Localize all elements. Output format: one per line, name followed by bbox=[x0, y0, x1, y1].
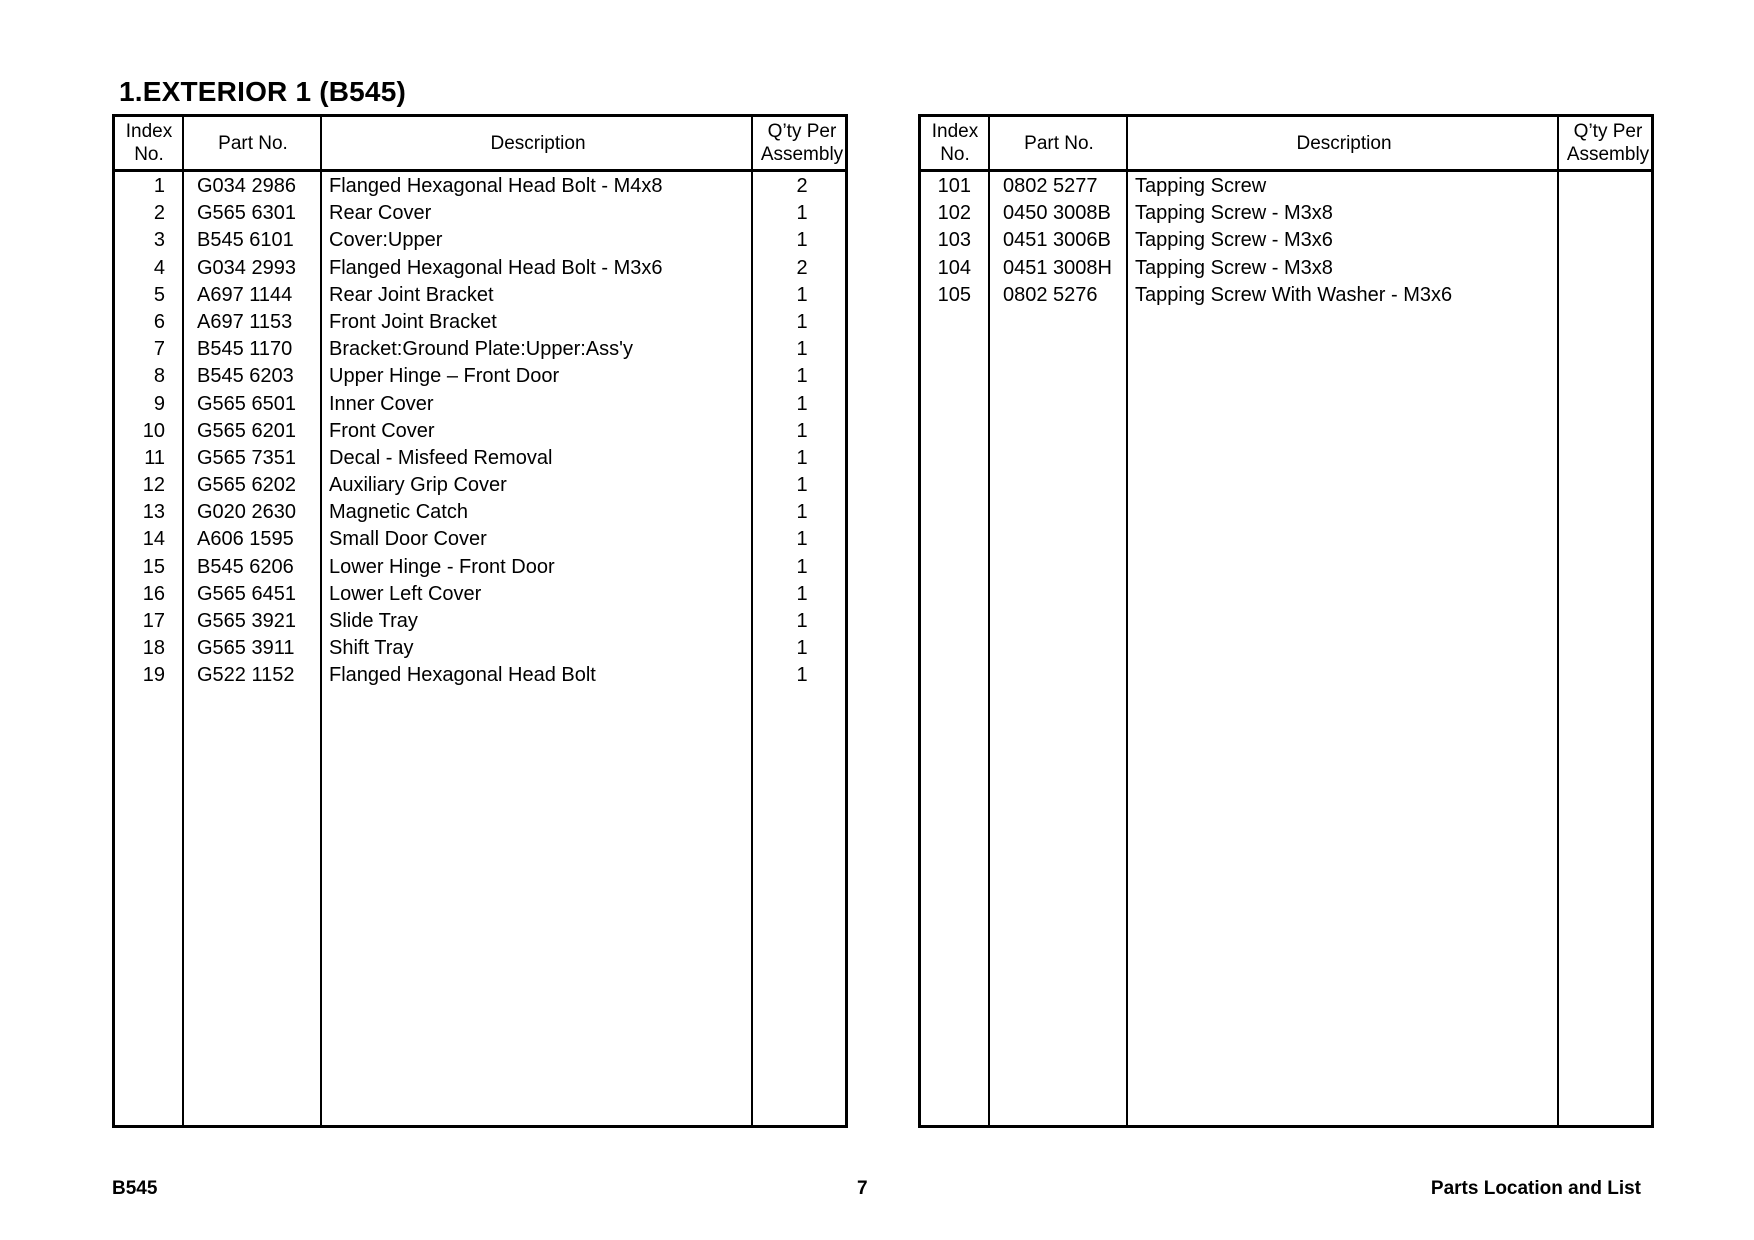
index-cell: 104 bbox=[937, 256, 971, 279]
description-cell: Rear Joint Bracket bbox=[329, 283, 494, 306]
description-cell: Tapping Screw - M3x8 bbox=[1135, 202, 1333, 225]
index-cell: 101 bbox=[937, 175, 971, 197]
qty-cell: 1 bbox=[796, 229, 808, 252]
table-row bbox=[115, 499, 845, 526]
table-header bbox=[921, 117, 1651, 169]
part-no-cell: G522 1152 bbox=[197, 664, 295, 687]
qty-cell: 1 bbox=[796, 310, 808, 333]
part-no-cell: G565 3921 bbox=[197, 610, 296, 632]
table-row bbox=[115, 608, 845, 635]
description-cell: Tapping Screw - M3x8 bbox=[1135, 256, 1333, 279]
index-cell: 3 bbox=[153, 229, 165, 252]
header-index: Index No. bbox=[931, 121, 979, 165]
qty-cell: 2 bbox=[796, 175, 808, 197]
table-row bbox=[115, 662, 845, 689]
table-row bbox=[115, 581, 845, 608]
description-cell: Front Joint Bracket bbox=[329, 310, 497, 333]
header-index: Index No. bbox=[125, 121, 173, 165]
qty-cell: 1 bbox=[796, 365, 808, 388]
index-cell: 8 bbox=[153, 365, 165, 388]
part-no-cell: 0451 3008H bbox=[1003, 256, 1112, 279]
index-cell: 2 bbox=[153, 202, 165, 225]
footer-model: B545 bbox=[112, 1178, 158, 1199]
part-no-cell: G565 3911 bbox=[197, 637, 295, 660]
description-cell: Cover:Upper bbox=[329, 229, 443, 252]
description-cell: Flanged Hexagonal Head Bolt bbox=[329, 664, 596, 687]
part-no-cell: 0802 5276 bbox=[1003, 283, 1098, 306]
table-row bbox=[921, 173, 1651, 200]
qty-cell: 1 bbox=[796, 637, 808, 660]
footer-page-number: 7 bbox=[857, 1178, 868, 1199]
part-no-cell: A697 1144 bbox=[197, 283, 293, 306]
qty-cell: 1 bbox=[796, 202, 808, 225]
index-cell: 10 bbox=[142, 419, 165, 442]
table-row bbox=[115, 200, 845, 227]
description-cell: Magnetic Catch bbox=[329, 501, 468, 524]
qty-cell: 1 bbox=[796, 338, 808, 361]
index-cell: 9 bbox=[153, 392, 165, 415]
description-cell: Bracket:Ground Plate:Upper:Ass'y bbox=[329, 338, 633, 361]
index-cell: 105 bbox=[937, 283, 971, 306]
description-cell: Flanged Hexagonal Head Bolt - M4x8 bbox=[329, 175, 663, 197]
table-row bbox=[115, 391, 845, 418]
description-cell: Decal - Misfeed Removal bbox=[329, 446, 553, 469]
table-row bbox=[115, 336, 845, 363]
table-row bbox=[115, 526, 845, 553]
index-cell: 11 bbox=[144, 446, 165, 469]
description-cell: Front Cover bbox=[329, 419, 435, 442]
part-no-cell: G034 2993 bbox=[197, 256, 296, 279]
index-cell: 15 bbox=[142, 555, 165, 578]
description-cell: Rear Cover bbox=[329, 202, 432, 225]
header-description: Description bbox=[490, 132, 586, 154]
qty-cell: 1 bbox=[796, 582, 808, 605]
description-cell: Inner Cover bbox=[329, 392, 434, 415]
table-row bbox=[115, 282, 845, 309]
part-no-cell: G565 6301 bbox=[197, 202, 296, 225]
index-cell: 1 bbox=[153, 175, 165, 197]
header-qty: Q’ty Per Assembly bbox=[760, 121, 844, 165]
description-cell: Shift Tray bbox=[329, 637, 414, 660]
description-cell: Lower Hinge - Front Door bbox=[329, 555, 555, 578]
table-row bbox=[115, 635, 845, 662]
index-cell: 13 bbox=[142, 501, 165, 524]
header-part-no: Part No. bbox=[218, 132, 288, 154]
index-cell: 5 bbox=[153, 283, 165, 306]
qty-cell: 1 bbox=[796, 664, 808, 687]
index-cell: 103 bbox=[937, 229, 971, 252]
qty-cell bbox=[1561, 227, 1655, 254]
table-row bbox=[921, 227, 1651, 254]
part-no-cell: 0802 5277 bbox=[1003, 175, 1098, 197]
description-cell: Tapping Screw bbox=[1135, 175, 1267, 197]
index-cell: 19 bbox=[142, 664, 165, 687]
part-no-cell: B545 6101 bbox=[197, 229, 294, 252]
qty-cell: 2 bbox=[796, 256, 808, 279]
table-body bbox=[115, 173, 845, 690]
header-divider bbox=[115, 169, 845, 172]
part-no-cell: G565 6201 bbox=[197, 419, 296, 442]
qty-cell bbox=[1561, 255, 1655, 282]
table-row bbox=[115, 472, 845, 499]
part-no-cell: A606 1595 bbox=[197, 528, 294, 551]
qty-cell: 1 bbox=[796, 474, 808, 497]
qty-cell: 1 bbox=[796, 392, 808, 415]
description-cell: Tapping Screw With Washer - M3x6 bbox=[1135, 283, 1453, 306]
part-no-cell: G565 6451 bbox=[197, 582, 296, 605]
header-qty: Q’ty Per Assembly bbox=[1566, 121, 1650, 165]
qty-cell bbox=[1561, 282, 1655, 309]
qty-cell: 1 bbox=[796, 528, 808, 551]
description-cell: Slide Tray bbox=[329, 610, 418, 632]
table-row bbox=[921, 200, 1651, 227]
table-row bbox=[115, 309, 845, 336]
header-description: Description bbox=[1296, 132, 1392, 154]
part-no-cell: G034 2986 bbox=[197, 175, 296, 197]
description-cell: Upper Hinge – Front Door bbox=[329, 365, 560, 388]
qty-cell: 1 bbox=[796, 419, 808, 442]
qty-cell: 1 bbox=[796, 555, 808, 578]
qty-cell: 1 bbox=[796, 283, 808, 306]
index-cell: 102 bbox=[937, 202, 971, 225]
index-cell: 17 bbox=[142, 610, 165, 632]
parts-table-right bbox=[918, 114, 1654, 1128]
qty-cell: 1 bbox=[796, 446, 808, 469]
description-cell: Flanged Hexagonal Head Bolt - M3x6 bbox=[329, 256, 663, 279]
table-row bbox=[115, 227, 845, 254]
part-no-cell: A697 1153 bbox=[197, 310, 293, 333]
part-no-cell: 0450 3008B bbox=[1003, 202, 1111, 225]
part-no-cell: B545 6206 bbox=[197, 555, 294, 578]
table-row bbox=[921, 282, 1651, 309]
part-no-cell: B545 1170 bbox=[197, 338, 293, 361]
index-cell: 16 bbox=[142, 582, 165, 605]
page-title: 1.EXTERIOR 1 (B545) bbox=[119, 76, 406, 107]
parts-table-left bbox=[112, 114, 848, 1128]
table-row bbox=[115, 173, 845, 200]
description-cell: Lower Left Cover bbox=[329, 582, 482, 605]
qty-cell: 1 bbox=[796, 610, 808, 632]
qty-cell bbox=[1561, 173, 1655, 200]
header-divider bbox=[921, 169, 1651, 172]
footer-section: Parts Location and List bbox=[1430, 1178, 1641, 1199]
qty-cell bbox=[1561, 200, 1655, 227]
index-cell: 4 bbox=[153, 256, 165, 279]
table-row bbox=[115, 554, 845, 581]
header-part-no: Part No. bbox=[1024, 132, 1094, 154]
table-row bbox=[115, 418, 845, 445]
table-row bbox=[115, 255, 845, 282]
index-cell: 6 bbox=[153, 310, 165, 333]
part-no-cell: G565 7351 bbox=[197, 446, 296, 469]
index-cell: 14 bbox=[142, 528, 165, 551]
part-no-cell: 0451 3006B bbox=[1003, 229, 1111, 252]
part-no-cell: G020 2630 bbox=[197, 501, 296, 524]
description-cell: Tapping Screw - M3x6 bbox=[1135, 229, 1333, 252]
part-no-cell: G565 6202 bbox=[197, 474, 296, 497]
table-row bbox=[115, 363, 845, 390]
description-cell: Small Door Cover bbox=[329, 528, 487, 551]
index-cell: 7 bbox=[153, 338, 165, 361]
part-no-cell: B545 6203 bbox=[197, 365, 294, 388]
part-no-cell: G565 6501 bbox=[197, 392, 296, 415]
table-row bbox=[921, 255, 1651, 282]
index-cell: 12 bbox=[142, 474, 165, 497]
table-row bbox=[115, 445, 845, 472]
table-header bbox=[115, 117, 845, 169]
table-body bbox=[921, 173, 1651, 309]
description-cell: Auxiliary Grip Cover bbox=[329, 474, 507, 497]
qty-cell: 1 bbox=[796, 501, 808, 524]
index-cell: 18 bbox=[142, 637, 165, 660]
